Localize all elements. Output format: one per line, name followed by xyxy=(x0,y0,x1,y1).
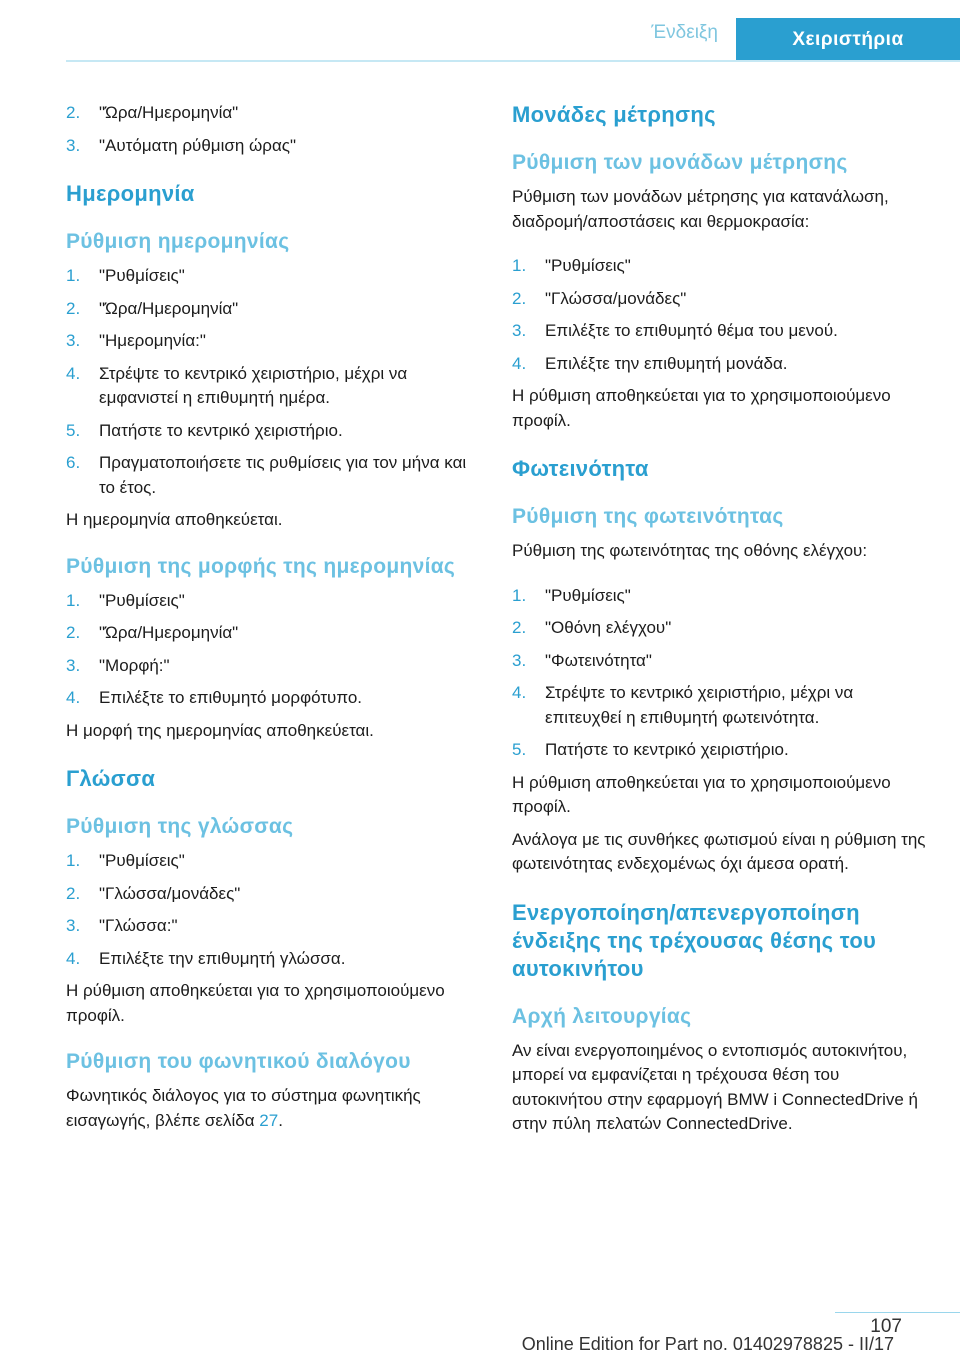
heading-date: Ημερομηνία xyxy=(66,181,195,206)
step-number: 2. xyxy=(66,883,81,903)
heading-language: Γλώσσα xyxy=(66,766,156,791)
step-item xyxy=(512,352,930,377)
step-item xyxy=(66,451,482,500)
step-number: 1. xyxy=(512,256,527,275)
step-text: Επιλέξτε την επιθυμητή μονάδα. xyxy=(545,353,788,373)
step-number: 1. xyxy=(512,585,527,605)
step-item xyxy=(512,319,930,344)
intro-steps xyxy=(66,101,482,158)
step-item xyxy=(66,589,482,614)
step-text: Στρέψτε το κεντρικό χειριστήριο, μέχρι να επιτευχθεί η επιθυμητή φωτεινότητα. xyxy=(545,683,854,727)
note-brightness-visibility: Ανάλογα με τις συνθήκες φωτισμού είναι η ρύθμιση της φωτεινότητας ενδεχομένως όχι άμεσα ορατή. xyxy=(512,829,926,873)
step-text: "Ώρα/Ημερομηνία" xyxy=(99,298,239,318)
step-number: 2. xyxy=(512,618,527,637)
set-brightness-steps xyxy=(512,584,930,763)
heading-set-date: Ρύθμιση ημερομηνίας xyxy=(66,230,290,253)
step-item xyxy=(512,681,930,730)
step-number: 6. xyxy=(66,453,81,472)
units-intro: Ρύθμιση των μονάδων μέτρησης για κατανάλωση, διαδρομή/αποστάσεις και θερμοκρασία: xyxy=(512,187,889,231)
step-item xyxy=(66,362,482,411)
step-text: "Ρυθμίσεις" xyxy=(99,590,185,610)
step-number: 3. xyxy=(66,135,81,155)
step-number: 3. xyxy=(512,321,527,340)
step-text: "Ρυθμίσεις" xyxy=(545,585,631,605)
step-text: "Ρυθμίσεις" xyxy=(99,851,185,870)
step-number: 4. xyxy=(66,688,81,707)
step-item xyxy=(66,654,482,679)
brightness-intro: Ρύθμιση της φωτεινότητας της οθόνης ελέγχου: xyxy=(512,541,868,560)
step-text: Πραγματοποιήσετε τις ρυθμίσεις για τον μήνα και το έτος. xyxy=(99,453,467,497)
step-number: 4. xyxy=(66,363,81,383)
heading-brightness: Φωτεινότητα xyxy=(512,456,649,481)
step-item xyxy=(66,297,482,322)
step-number: 2. xyxy=(512,288,527,308)
step-text: Επιλέξτε την επιθυμητή γλώσσα. xyxy=(99,948,346,968)
step-item xyxy=(512,649,930,674)
step-number: 1. xyxy=(66,266,81,285)
set-format-steps xyxy=(66,589,482,711)
voice-dialog-text xyxy=(66,1084,482,1133)
set-language-steps xyxy=(66,849,482,971)
footer-rule xyxy=(835,1312,960,1313)
step-number: 3. xyxy=(66,916,81,935)
heading-location-display: Ενεργοποίηση/απενεργοποίηση ένδειξης της τρέχουσας θέσης του αυτοκινήτου xyxy=(512,899,877,981)
step-number: 3. xyxy=(66,655,81,675)
step-number: 2. xyxy=(66,103,81,122)
step-item xyxy=(66,264,482,289)
step-item xyxy=(66,329,482,354)
step-text: Στρέψτε το κεντρικό χειριστήριο, μέχρι να εμφανιστεί η επιθυμητή ημέρα. xyxy=(99,363,408,407)
heading-principle: Αρχή λειτουργίας xyxy=(512,1004,692,1028)
heading-voice-dialog: Ρύθμιση του φωνητικού διαλόγου xyxy=(66,1050,411,1073)
step-text: Πατήστε το κεντρικό χειριστήριο. xyxy=(545,740,789,759)
step-text: "Μορφή:" xyxy=(99,655,170,675)
step-number: 2. xyxy=(66,623,81,642)
left-column xyxy=(66,101,482,1153)
step-number: 2. xyxy=(66,298,81,318)
step-item xyxy=(66,686,482,711)
heading-set-language: Ρύθμιση της γλώσσας xyxy=(66,815,294,838)
step-item xyxy=(512,616,930,641)
step-text: "Ώρα/Ημερομηνία" xyxy=(99,623,239,642)
header-rule xyxy=(66,60,960,62)
step-item xyxy=(66,914,482,939)
set-date-steps xyxy=(66,264,482,500)
note-language-saved: Η ρύθμιση αποθηκεύεται για το χρησιμοποιούμενο προφίλ. xyxy=(66,981,445,1025)
step-text: "Ρυθμίσεις" xyxy=(545,256,631,275)
step-number: 4. xyxy=(512,353,527,373)
heading-units: Μονάδες μέτρησης xyxy=(512,102,716,127)
step-item xyxy=(66,882,482,907)
step-item xyxy=(66,849,482,874)
step-text: "Ρυθμίσεις" xyxy=(99,266,185,285)
header-section-label: Ένδειξη xyxy=(651,22,718,43)
step-text: "Γλώσσα/μονάδες" xyxy=(99,883,241,903)
voice-dialog-text-body: Φωνητικός διάλογος για το σύστημα φωνητικής εισαγωγής, βλέπε σελίδα xyxy=(66,1086,421,1130)
step-text: "Οθόνη ελέγχου" xyxy=(545,618,672,637)
location-principle-text: Αν είναι ενεργοποιημένος ο εντοπισμός αυτοκινήτου, μπορεί να εμφανίζεται η τρέχουσα θέση του αυτοκινήτου στην εφαρμογή BMW i ConnectedDrive ή στην πύλη πελατών ConnectedDrive. xyxy=(512,1040,918,1133)
step-text: Επιλέξτε το επιθυμητό θέμα του μενού. xyxy=(545,321,838,340)
step-text: "Γλώσσα/μονάδες" xyxy=(545,288,687,308)
step-item xyxy=(512,287,930,312)
note-units-saved: Η ρύθμιση αποθηκεύεται για το χρησιμοποιούμενο προφίλ. xyxy=(512,386,891,430)
page-reference-link[interactable]: 27 xyxy=(259,1110,279,1130)
step-number: 5. xyxy=(66,420,81,440)
note-format-saved: Η μορφή της ημερομηνίας αποθηκεύεται. xyxy=(66,720,374,740)
heading-set-date-format: Ρύθμιση της μορφής της ημερομηνίας xyxy=(66,554,456,578)
heading-set-brightness: Ρύθμιση της φωτεινότητας xyxy=(512,505,784,528)
step-item xyxy=(66,947,482,972)
voice-dialog-text-end: . xyxy=(278,1110,283,1130)
step-item xyxy=(512,254,930,279)
step-number: 5. xyxy=(512,740,527,759)
step-text: "Ημερομηνία:" xyxy=(99,331,206,350)
step-item xyxy=(512,738,930,763)
step-item xyxy=(66,134,482,159)
heading-set-units: Ρύθμιση των μονάδων μέτρησης xyxy=(512,151,848,174)
step-text: "Αυτόματη ρύθμιση ώρας" xyxy=(99,135,297,155)
step-item xyxy=(512,584,930,609)
step-text: "Γλώσσα:" xyxy=(99,916,178,935)
edition-footer: Online Edition for Part no. 01402978825 - II/17 xyxy=(521,1334,894,1354)
step-text: "Φωτεινότητα" xyxy=(545,650,652,670)
step-number: 1. xyxy=(66,851,81,870)
header-chapter-tab: Χειριστήρια xyxy=(736,18,960,62)
right-column xyxy=(512,101,930,1157)
set-units-steps xyxy=(512,254,930,376)
note-date-saved: Η ημερομηνία αποθηκεύεται. xyxy=(66,510,283,529)
step-number: 3. xyxy=(66,331,81,350)
step-item xyxy=(66,621,482,646)
step-text: Επιλέξτε το επιθυμητό μορφότυπο. xyxy=(99,688,363,707)
step-item xyxy=(66,419,482,444)
step-number: 4. xyxy=(66,948,81,968)
step-text: "Ώρα/Ημερομηνία" xyxy=(99,103,239,122)
step-item xyxy=(66,101,482,126)
page-number: 107 xyxy=(870,1316,902,1337)
step-number: 3. xyxy=(512,650,527,670)
step-text: Πατήστε το κεντρικό χειριστήριο. xyxy=(99,420,343,440)
note-brightness-saved: Η ρύθμιση αποθηκεύεται για το χρησιμοποιούμενο προφίλ. xyxy=(512,772,891,816)
step-number: 1. xyxy=(66,590,81,610)
step-number: 4. xyxy=(512,683,527,702)
